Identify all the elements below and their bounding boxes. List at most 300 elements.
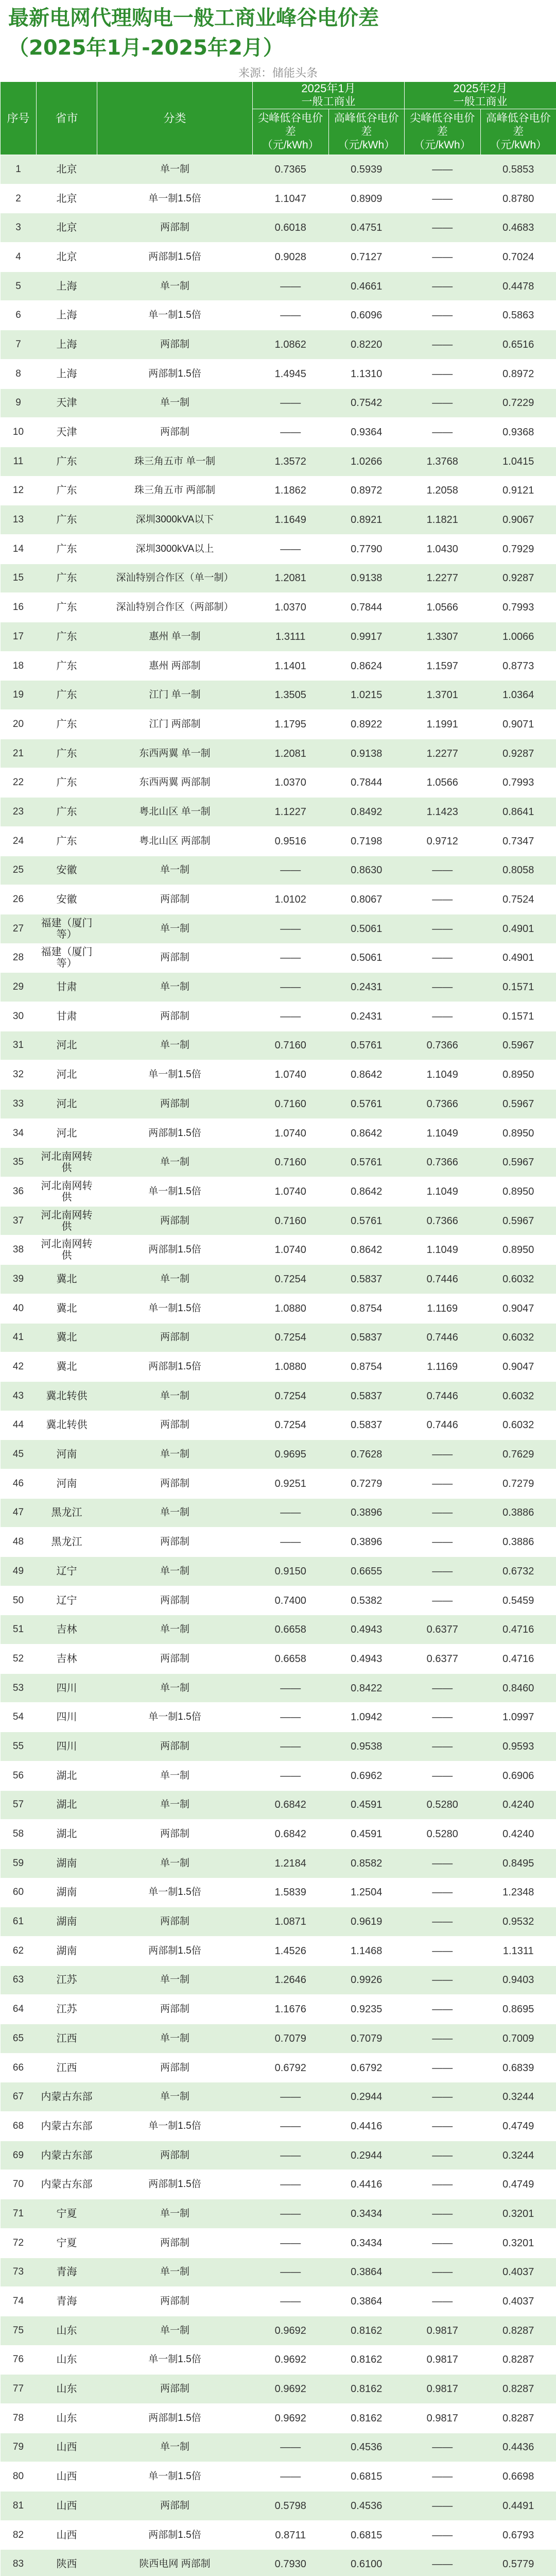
table-row: [1, 1615, 556, 1645]
cell-index: 26: [1, 885, 37, 914]
cell-category: 两部制: [97, 1206, 253, 1235]
cell-feb-peak-spread: 1.3768: [405, 447, 481, 476]
cell-jan-peak-spread: 1.0740: [253, 1177, 329, 1207]
header-feb-peak-spread: [405, 109, 481, 155]
cell-feb-peak-spread: ——: [405, 973, 481, 1002]
cell-feb-peak-spread: 0.9817: [405, 2345, 481, 2375]
cell-jan-high-spread: 0.8642: [328, 1060, 405, 1090]
cell-index: 36: [1, 1177, 37, 1207]
cell-jan-high-spread: 0.9917: [328, 622, 405, 652]
cell-feb-peak-spread: 1.2058: [405, 476, 481, 505]
cell-jan-high-spread: 0.9619: [328, 1907, 405, 1937]
cell-index: 1: [1, 155, 37, 184]
cell-index: 29: [1, 973, 37, 1002]
table-row: [1, 1936, 556, 1965]
cell-category: 两部制: [97, 1732, 253, 1761]
cell-province: 北京: [37, 155, 97, 184]
table-row: [1, 1790, 556, 1820]
table-row: [1, 1411, 556, 1440]
cell-jan-peak-spread: 1.1676: [253, 1995, 329, 2024]
cell-feb-peak-spread: 0.9817: [405, 2403, 481, 2433]
cell-province: 广东: [37, 564, 97, 593]
cell-feb-peak-spread: 0.7446: [405, 1381, 481, 1411]
cell-jan-high-spread: 0.7127: [328, 243, 405, 272]
table-row: [1, 1498, 556, 1528]
table-row: [1, 826, 556, 856]
table-row: [1, 651, 556, 681]
cell-jan-peak-spread: 0.7160: [253, 1090, 329, 1119]
cell-province: 冀北转供: [37, 1411, 97, 1440]
cell-province: 广东: [37, 476, 97, 505]
cell-feb-high-spread: 0.4491: [480, 2492, 556, 2521]
cell-province: 上海: [37, 330, 97, 360]
cell-jan-peak-spread: 1.0370: [253, 593, 329, 622]
cell-jan-peak-spread: ——: [253, 388, 329, 418]
cell-category: 两部制: [97, 1586, 253, 1615]
cell-feb-high-spread: 1.0364: [480, 681, 556, 710]
cell-province: 天津: [37, 418, 97, 447]
cell-jan-high-spread: 0.7279: [328, 1469, 405, 1498]
cell-category: 深汕特别合作区（两部制）: [97, 593, 253, 622]
cell-category: 两部制: [97, 1090, 253, 1119]
cell-jan-high-spread: 0.6792: [328, 2053, 405, 2082]
cell-index: 58: [1, 1820, 37, 1849]
cell-jan-peak-spread: ——: [253, 1498, 329, 1528]
cell-feb-high-spread: 0.8950: [480, 1177, 556, 1207]
table-row: [1, 301, 556, 330]
cell-category: 单一制1.5倍: [97, 1294, 253, 1323]
cell-feb-high-spread: 0.4716: [480, 1645, 556, 1674]
cell-feb-high-spread: 0.4240: [480, 1820, 556, 1849]
cell-feb-peak-spread: 1.1049: [405, 1118, 481, 1148]
cell-feb-peak-spread: 0.7366: [405, 1148, 481, 1177]
cell-jan-high-spread: 0.4536: [328, 2492, 405, 2521]
cell-feb-peak-spread: ——: [405, 856, 481, 885]
table-row: [1, 943, 556, 973]
cell-jan-peak-spread: 1.4526: [253, 1936, 329, 1965]
cell-province: 江苏: [37, 1965, 97, 1995]
cell-feb-high-spread: 0.4749: [480, 2112, 556, 2141]
cell-jan-high-spread: 0.8067: [328, 885, 405, 914]
table-row: [1, 2492, 556, 2521]
cell-province: 广东: [37, 447, 97, 476]
cell-feb-peak-spread: ——: [405, 2112, 481, 2141]
title-line-1: 最新电网代理购电一般工商业峰谷电价差: [8, 6, 379, 30]
header-feb-peak-label: 尖峰低谷电价差: [410, 112, 475, 138]
cell-category: 两部制: [97, 943, 253, 973]
cell-feb-peak-spread: ——: [405, 2258, 481, 2287]
table-row: [1, 1381, 556, 1411]
table-row: [1, 1323, 556, 1352]
cell-jan-high-spread: 0.7198: [328, 826, 405, 856]
cell-feb-high-spread: 0.9071: [480, 710, 556, 739]
cell-feb-high-spread: 0.9368: [480, 418, 556, 447]
cell-index: 18: [1, 651, 37, 681]
table-row: [1, 1557, 556, 1586]
cell-index: 7: [1, 330, 37, 360]
cell-jan-peak-spread: 1.0871: [253, 1907, 329, 1937]
cell-province: 河北南网转供: [37, 1148, 97, 1177]
cell-category: 两部制: [97, 1411, 253, 1440]
cell-feb-high-spread: 0.4037: [480, 2258, 556, 2287]
cell-province: 湖南: [37, 1878, 97, 1907]
cell-jan-peak-spread: ——: [253, 914, 329, 943]
table-row: [1, 243, 556, 272]
table-row: [1, 1352, 556, 1382]
table-row: [1, 1177, 556, 1207]
cell-category: 两部制: [97, 2375, 253, 2404]
table-row: [1, 914, 556, 943]
period-feb-group: 一般工商业: [453, 96, 508, 108]
table-row: [1, 885, 556, 914]
cell-feb-high-spread: 0.5459: [480, 1586, 556, 1615]
table-row: [1, 1148, 556, 1177]
cell-jan-high-spread: 0.2431: [328, 973, 405, 1002]
cell-feb-high-spread: 1.1311: [480, 1936, 556, 1965]
cell-jan-peak-spread: ——: [253, 418, 329, 447]
cell-category: 两部制: [97, 885, 253, 914]
cell-index: 44: [1, 1411, 37, 1440]
cell-province: 四川: [37, 1732, 97, 1761]
cell-category: 单一制: [97, 1673, 253, 1703]
cell-category: 单一制: [97, 388, 253, 418]
cell-province: 广东: [37, 534, 97, 564]
cell-jan-high-spread: 0.3896: [328, 1498, 405, 1528]
cell-category: 单一制: [97, 1849, 253, 1878]
cell-province: 河北南网转供: [37, 1235, 97, 1265]
cell-jan-high-spread: 0.8582: [328, 1849, 405, 1878]
cell-category: 珠三角五市 单一制: [97, 447, 253, 476]
table-row: [1, 2520, 556, 2550]
cell-jan-high-spread: 0.5761: [328, 1206, 405, 1235]
cell-index: 33: [1, 1090, 37, 1119]
cell-index: 38: [1, 1235, 37, 1265]
table-row: [1, 1528, 556, 1557]
cell-category: 单一制1.5倍: [97, 184, 253, 213]
cell-province: 江西: [37, 2024, 97, 2054]
table-row: [1, 359, 556, 388]
cell-feb-high-spread: 0.9593: [480, 1732, 556, 1761]
table-row: [1, 2053, 556, 2082]
cell-province: 北京: [37, 243, 97, 272]
cell-jan-high-spread: 0.9138: [328, 739, 405, 768]
cell-feb-high-spread: 0.8780: [480, 184, 556, 213]
table-row: [1, 418, 556, 447]
cell-feb-peak-spread: 1.1991: [405, 710, 481, 739]
cell-feb-peak-spread: 1.2277: [405, 564, 481, 593]
cell-feb-peak-spread: ——: [405, 1965, 481, 1995]
cell-index: 53: [1, 1673, 37, 1703]
cell-jan-peak-spread: 0.7160: [253, 1148, 329, 1177]
cell-jan-peak-spread: 0.6792: [253, 2053, 329, 2082]
cell-feb-high-spread: 0.8460: [480, 1673, 556, 1703]
cell-province: 北京: [37, 184, 97, 213]
cell-province: 冀北: [37, 1265, 97, 1294]
cell-province: 广东: [37, 651, 97, 681]
table-row: [1, 681, 556, 710]
cell-province: 河南: [37, 1469, 97, 1498]
cell-feb-high-spread: 0.6032: [480, 1323, 556, 1352]
cell-jan-high-spread: 0.2944: [328, 2141, 405, 2170]
cell-index: 20: [1, 710, 37, 739]
cell-category: 单一制: [97, 2082, 253, 2112]
cell-feb-peak-spread: ——: [405, 1761, 481, 1790]
cell-feb-peak-spread: ——: [405, 885, 481, 914]
header-jan-peak-label: 尖峰低谷电价差: [258, 112, 323, 138]
cell-jan-peak-spread: 0.7160: [253, 1031, 329, 1060]
cell-category: 单一制1.5倍: [97, 1703, 253, 1732]
cell-feb-peak-spread: 0.6377: [405, 1615, 481, 1645]
cell-category: 单一制: [97, 914, 253, 943]
cell-feb-high-spread: 0.6793: [480, 2520, 556, 2550]
cell-jan-high-spread: 0.3864: [328, 2287, 405, 2316]
cell-index: 63: [1, 1965, 37, 1995]
cell-feb-peak-spread: ——: [405, 1440, 481, 1469]
cell-province: 山东: [37, 2316, 97, 2345]
cell-jan-peak-spread: 1.1047: [253, 184, 329, 213]
cell-feb-peak-spread: ——: [405, 1469, 481, 1498]
cell-province: 山东: [37, 2345, 97, 2375]
table-row: [1, 2082, 556, 2112]
cell-category: 单一制: [97, 1031, 253, 1060]
cell-category: 东西两翼 两部制: [97, 768, 253, 798]
table-row: [1, 2375, 556, 2404]
cell-category: 单一制: [97, 1965, 253, 1995]
cell-index: 27: [1, 914, 37, 943]
cell-feb-peak-spread: ——: [405, 2082, 481, 2112]
cell-category: 两部制1.5倍: [97, 2170, 253, 2199]
cell-jan-high-spread: 0.5061: [328, 914, 405, 943]
cell-province: 青海: [37, 2287, 97, 2316]
cell-index: 10: [1, 418, 37, 447]
cell-index: 17: [1, 622, 37, 652]
cell-feb-peak-spread: 1.1049: [405, 1177, 481, 1207]
cell-jan-peak-spread: 0.9028: [253, 243, 329, 272]
cell-jan-peak-spread: 0.6658: [253, 1615, 329, 1645]
cell-jan-peak-spread: 1.0740: [253, 1235, 329, 1265]
cell-feb-high-spread: 0.8287: [480, 2316, 556, 2345]
cell-index: 14: [1, 534, 37, 564]
cell-jan-high-spread: 0.5761: [328, 1090, 405, 1119]
page-title: [0, 0, 556, 63]
table-row: [1, 2550, 556, 2576]
cell-feb-high-spread: 0.6906: [480, 1761, 556, 1790]
table-row: [1, 272, 556, 301]
cell-index: 40: [1, 1294, 37, 1323]
table-row: [1, 1878, 556, 1907]
cell-jan-high-spread: 0.8909: [328, 184, 405, 213]
cell-index: 45: [1, 1440, 37, 1469]
cell-jan-high-spread: 0.4416: [328, 2170, 405, 2199]
cell-category: 单一制1.5倍: [97, 1060, 253, 1090]
cell-category: 粤北山区 单一制: [97, 798, 253, 827]
table-row: [1, 1235, 556, 1265]
cell-province: 山西: [37, 2462, 97, 2492]
cell-index: 13: [1, 505, 37, 535]
cell-jan-high-spread: 0.7542: [328, 388, 405, 418]
cell-category: 两部制: [97, 1995, 253, 2024]
cell-feb-peak-spread: ——: [405, 418, 481, 447]
cell-jan-high-spread: 1.2504: [328, 1878, 405, 1907]
cell-feb-high-spread: 0.6032: [480, 1381, 556, 1411]
table-body: [1, 155, 556, 2576]
cell-jan-peak-spread: 0.6658: [253, 1645, 329, 1674]
cell-feb-high-spread: 0.4683: [480, 213, 556, 243]
cell-jan-high-spread: 0.8492: [328, 798, 405, 827]
period-feb-label: 2025年2月: [453, 82, 508, 95]
cell-jan-peak-spread: 1.0740: [253, 1118, 329, 1148]
cell-province: 安徽: [37, 856, 97, 885]
cell-feb-peak-spread: ——: [405, 155, 481, 184]
cell-feb-peak-spread: ——: [405, 914, 481, 943]
cell-feb-peak-spread: 0.9712: [405, 826, 481, 856]
cell-category: 单一制: [97, 2433, 253, 2462]
cell-index: 62: [1, 1936, 37, 1965]
cell-province: 内蒙古东部: [37, 2112, 97, 2141]
cell-feb-high-spread: 0.5863: [480, 301, 556, 330]
cell-province: 河北: [37, 1031, 97, 1060]
cell-category: 单一制1.5倍: [97, 2112, 253, 2141]
cell-province: 山西: [37, 2520, 97, 2550]
cell-jan-high-spread: 0.8422: [328, 1673, 405, 1703]
cell-feb-peak-spread: 0.5280: [405, 1790, 481, 1820]
cell-feb-peak-spread: ——: [405, 184, 481, 213]
cell-jan-peak-spread: ——: [253, 2141, 329, 2170]
cell-feb-high-spread: 0.4901: [480, 943, 556, 973]
cell-feb-high-spread: 0.4436: [480, 2433, 556, 2462]
cell-index: 56: [1, 1761, 37, 1790]
cell-feb-high-spread: 1.0415: [480, 447, 556, 476]
cell-jan-high-spread: 0.9538: [328, 1732, 405, 1761]
cell-category: 单一制: [97, 856, 253, 885]
cell-jan-high-spread: 1.0942: [328, 1703, 405, 1732]
cell-index: 67: [1, 2082, 37, 2112]
cell-jan-peak-spread: ——: [253, 2170, 329, 2199]
cell-category: 两部制: [97, 2287, 253, 2316]
header-jan-peak-spread: [253, 109, 329, 155]
cell-feb-peak-spread: 1.0566: [405, 768, 481, 798]
cell-jan-high-spread: 0.8630: [328, 856, 405, 885]
table-row: [1, 593, 556, 622]
cell-feb-high-spread: 0.8972: [480, 359, 556, 388]
table-row: [1, 1703, 556, 1732]
cell-index: 2: [1, 184, 37, 213]
cell-index: 22: [1, 768, 37, 798]
cell-index: 68: [1, 2112, 37, 2141]
cell-category: 单一制1.5倍: [97, 1177, 253, 1207]
cell-jan-high-spread: 0.4591: [328, 1790, 405, 1820]
cell-index: 49: [1, 1557, 37, 1586]
cell-jan-high-spread: 0.5061: [328, 943, 405, 973]
cell-feb-peak-spread: 0.6377: [405, 1645, 481, 1674]
table-row: [1, 505, 556, 535]
cell-feb-peak-spread: 1.0566: [405, 593, 481, 622]
header-category: 分类: [97, 82, 253, 155]
cell-jan-peak-spread: ——: [253, 2082, 329, 2112]
cell-jan-high-spread: 0.4416: [328, 2112, 405, 2141]
cell-jan-peak-spread: 1.0862: [253, 330, 329, 360]
cell-feb-high-spread: 0.7009: [480, 2024, 556, 2054]
cell-category: 惠州 两部制: [97, 651, 253, 681]
cell-feb-peak-spread: ——: [405, 2053, 481, 2082]
cell-province: 宁夏: [37, 2228, 97, 2258]
table-row: [1, 1995, 556, 2024]
cell-jan-high-spread: 0.3434: [328, 2228, 405, 2258]
cell-index: 57: [1, 1790, 37, 1820]
header-province: 省市: [37, 82, 97, 155]
cell-category: 单一制: [97, 2258, 253, 2287]
cell-index: 5: [1, 272, 37, 301]
cell-feb-peak-spread: ——: [405, 301, 481, 330]
table-row: [1, 1645, 556, 1674]
cell-feb-high-spread: 0.4716: [480, 1615, 556, 1645]
cell-feb-peak-spread: 1.3307: [405, 622, 481, 652]
cell-category: 两部制1.5倍: [97, 1352, 253, 1382]
table-row: [1, 2403, 556, 2433]
cell-feb-peak-spread: 1.1169: [405, 1294, 481, 1323]
cell-index: 52: [1, 1645, 37, 1674]
cell-jan-peak-spread: 1.0370: [253, 768, 329, 798]
cell-jan-peak-spread: 0.6018: [253, 213, 329, 243]
cell-feb-peak-spread: ——: [405, 2462, 481, 2492]
cell-feb-high-spread: 0.6032: [480, 1265, 556, 1294]
cell-feb-high-spread: 0.4901: [480, 914, 556, 943]
cell-province: 广东: [37, 798, 97, 827]
cell-category: 两部制: [97, 1645, 253, 1674]
cell-province: 广东: [37, 505, 97, 535]
table-row: [1, 155, 556, 184]
cell-feb-peak-spread: ——: [405, 1002, 481, 1031]
cell-category: 江门 单一制: [97, 681, 253, 710]
cell-feb-high-spread: 0.5967: [480, 1031, 556, 1060]
cell-province: 内蒙古东部: [37, 2082, 97, 2112]
cell-index: 76: [1, 2345, 37, 2375]
cell-jan-high-spread: 1.0266: [328, 447, 405, 476]
cell-index: 74: [1, 2287, 37, 2316]
cell-feb-high-spread: 0.7279: [480, 1469, 556, 1498]
cell-category: 单一制: [97, 1761, 253, 1790]
cell-category: 两部制1.5倍: [97, 2403, 253, 2433]
cell-jan-peak-spread: 1.2184: [253, 1849, 329, 1878]
cell-jan-high-spread: 0.6100: [328, 2550, 405, 2576]
cell-feb-peak-spread: ——: [405, 1995, 481, 2024]
cell-province: 广东: [37, 826, 97, 856]
table-row: [1, 564, 556, 593]
cell-jan-peak-spread: 0.7079: [253, 2024, 329, 2054]
table-row: [1, 534, 556, 564]
table-row: [1, 1294, 556, 1323]
table-row: [1, 1761, 556, 1790]
cell-jan-high-spread: 0.4591: [328, 1820, 405, 1849]
cell-index: 79: [1, 2433, 37, 2462]
cell-index: 19: [1, 681, 37, 710]
cell-feb-high-spread: 0.8058: [480, 856, 556, 885]
cell-feb-high-spread: 0.6732: [480, 1557, 556, 1586]
cell-jan-peak-spread: 1.4945: [253, 359, 329, 388]
cell-jan-peak-spread: ——: [253, 1761, 329, 1790]
cell-index: 60: [1, 1878, 37, 1907]
cell-feb-peak-spread: ——: [405, 330, 481, 360]
cell-category: 两部制: [97, 2228, 253, 2258]
cell-jan-peak-spread: 1.3505: [253, 681, 329, 710]
cell-province: 广东: [37, 593, 97, 622]
cell-category: 单一制1.5倍: [97, 2462, 253, 2492]
cell-jan-high-spread: 0.8642: [328, 1118, 405, 1148]
cell-feb-high-spread: 0.7993: [480, 593, 556, 622]
cell-jan-peak-spread: ——: [253, 2228, 329, 2258]
table-row: [1, 2024, 556, 2054]
cell-category: 粤北山区 两部制: [97, 826, 253, 856]
